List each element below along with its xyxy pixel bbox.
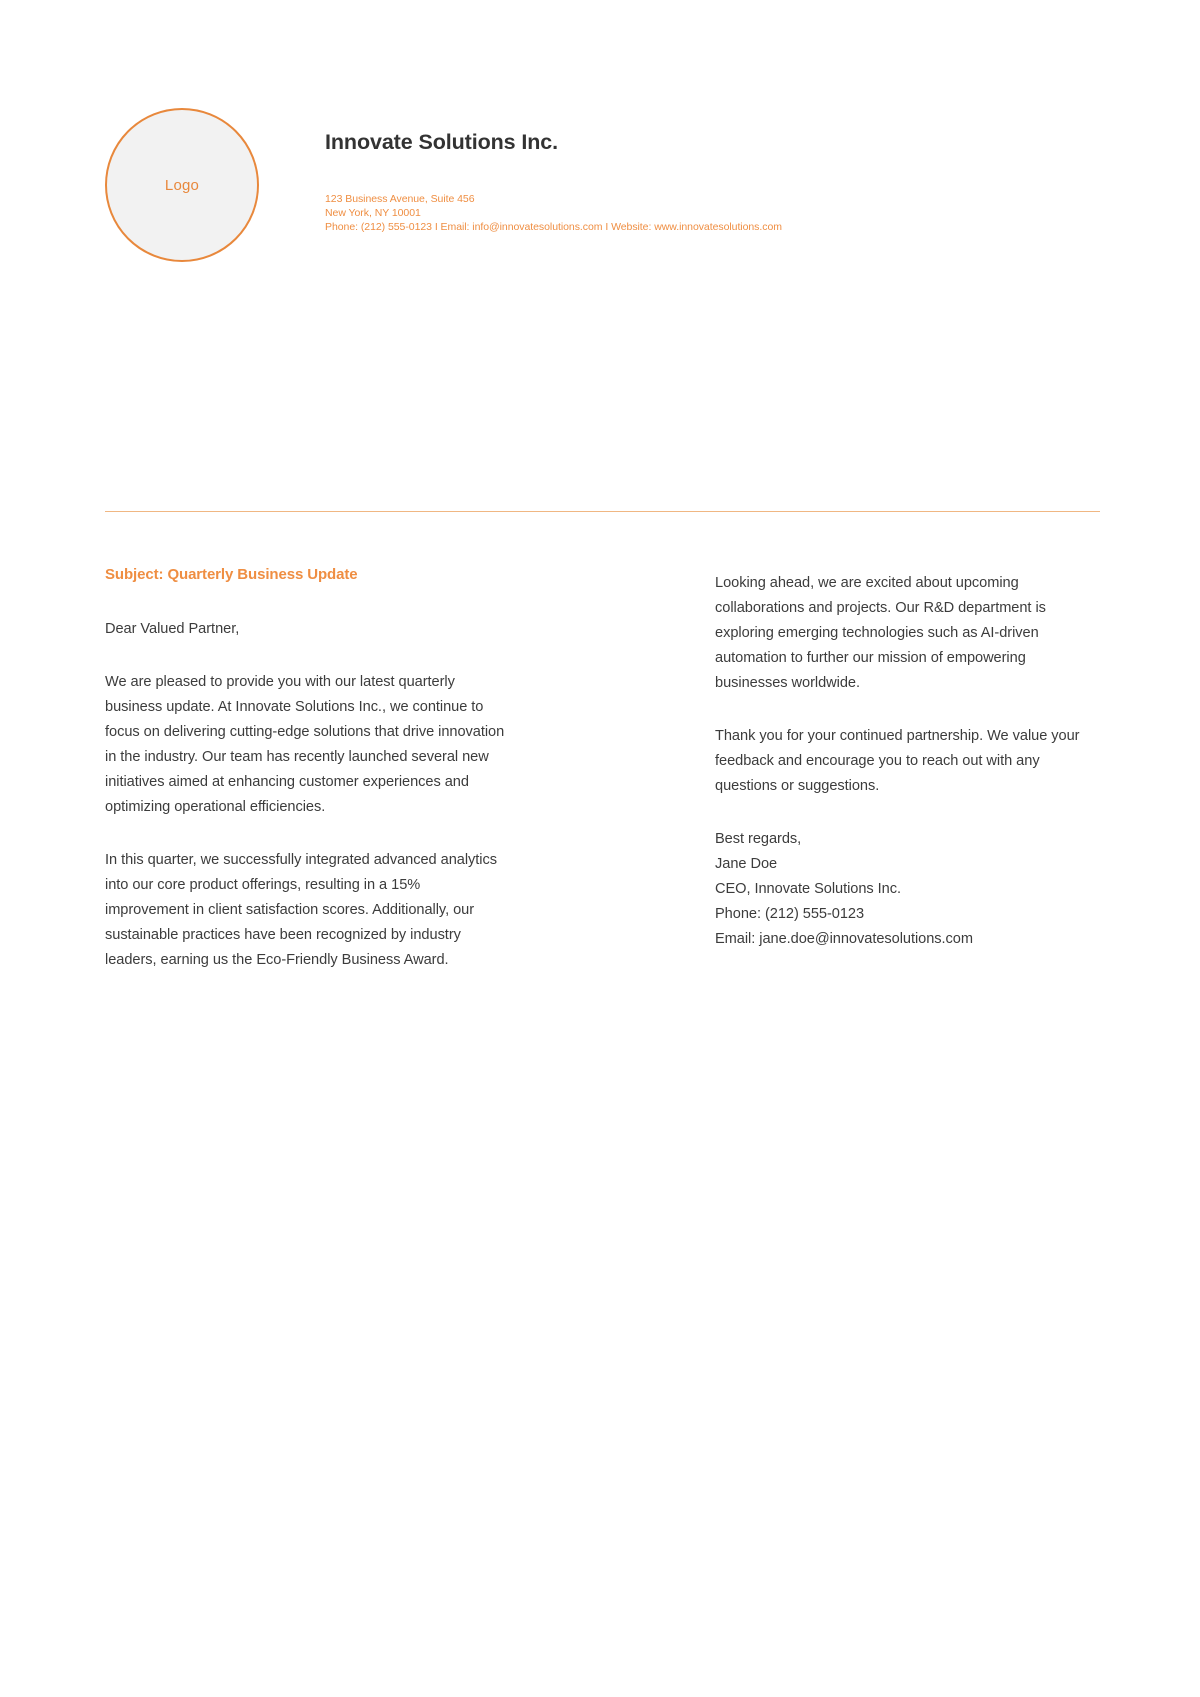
letter-subject: Subject: Quarterly Business Update [105,566,358,583]
letter-paragraph-2: In this quarter, we successfully integrated advanced analytics into our core product offerings, resulting in a 15% improvement in client satisfaction scores. Additionally, our sustainable practices have been recognized by industry leaders, earning us the Eco-Friendly Business Award. [105,851,497,968]
sender-name: Jane Doe [715,856,778,872]
company-contact-line: Phone: (212) 555-0123 I Email: info@innovatesolutions.com I Website: www.innovatesolutions.com [325,221,782,234]
company-contact-block [325,192,1100,235]
letter-paragraph-1: We are pleased to provide you with our latest quarterly business update. At Innovate Solutions Inc., we continue to focus on delivering cutting-edge solutions that drive innovation in the industry. Our team has recently launched several new initiatives aimed at enhancing customer experiences and optimizing operational efficiencies. [105,673,505,815]
company-name: Innovate Solutions Inc. [325,130,559,154]
logo-container [105,108,260,262]
letter-body [105,566,1100,973]
letter-paragraph-3: Looking ahead, we are excited about upcoming collaborations and projects. Our R&D department is exploring emerging technologies such as AI-driven automation to further our mission of empowering businesses worldwide. [715,575,1046,691]
logo-label: Logo [164,176,200,194]
letter-column-right [715,566,1100,973]
letter-salutation: Dear Valued Partner, [105,620,240,637]
letterhead [105,108,1100,262]
letter-signature-block [715,827,1100,952]
signoff-line: Best regards, [715,831,802,847]
company-logo-placeholder [105,108,259,262]
sender-email: Email: jane.doe@innovatesolutions.com [715,931,973,947]
letter-paragraph-4: Thank you for your continued partnership. We value your feedback and encourage you to reach out with any questions or suggestions. [715,728,1080,794]
sender-phone: Phone: (212) 555-0123 [715,906,865,922]
company-info [325,108,1100,235]
letter-column-left [105,566,507,973]
company-address-line-2: New York, NY 10001 [325,207,421,220]
company-address-line-1: 123 Business Avenue, Suite 456 [325,192,475,205]
header-divider [105,511,1100,512]
sender-title: CEO, Innovate Solutions Inc. [715,881,901,897]
